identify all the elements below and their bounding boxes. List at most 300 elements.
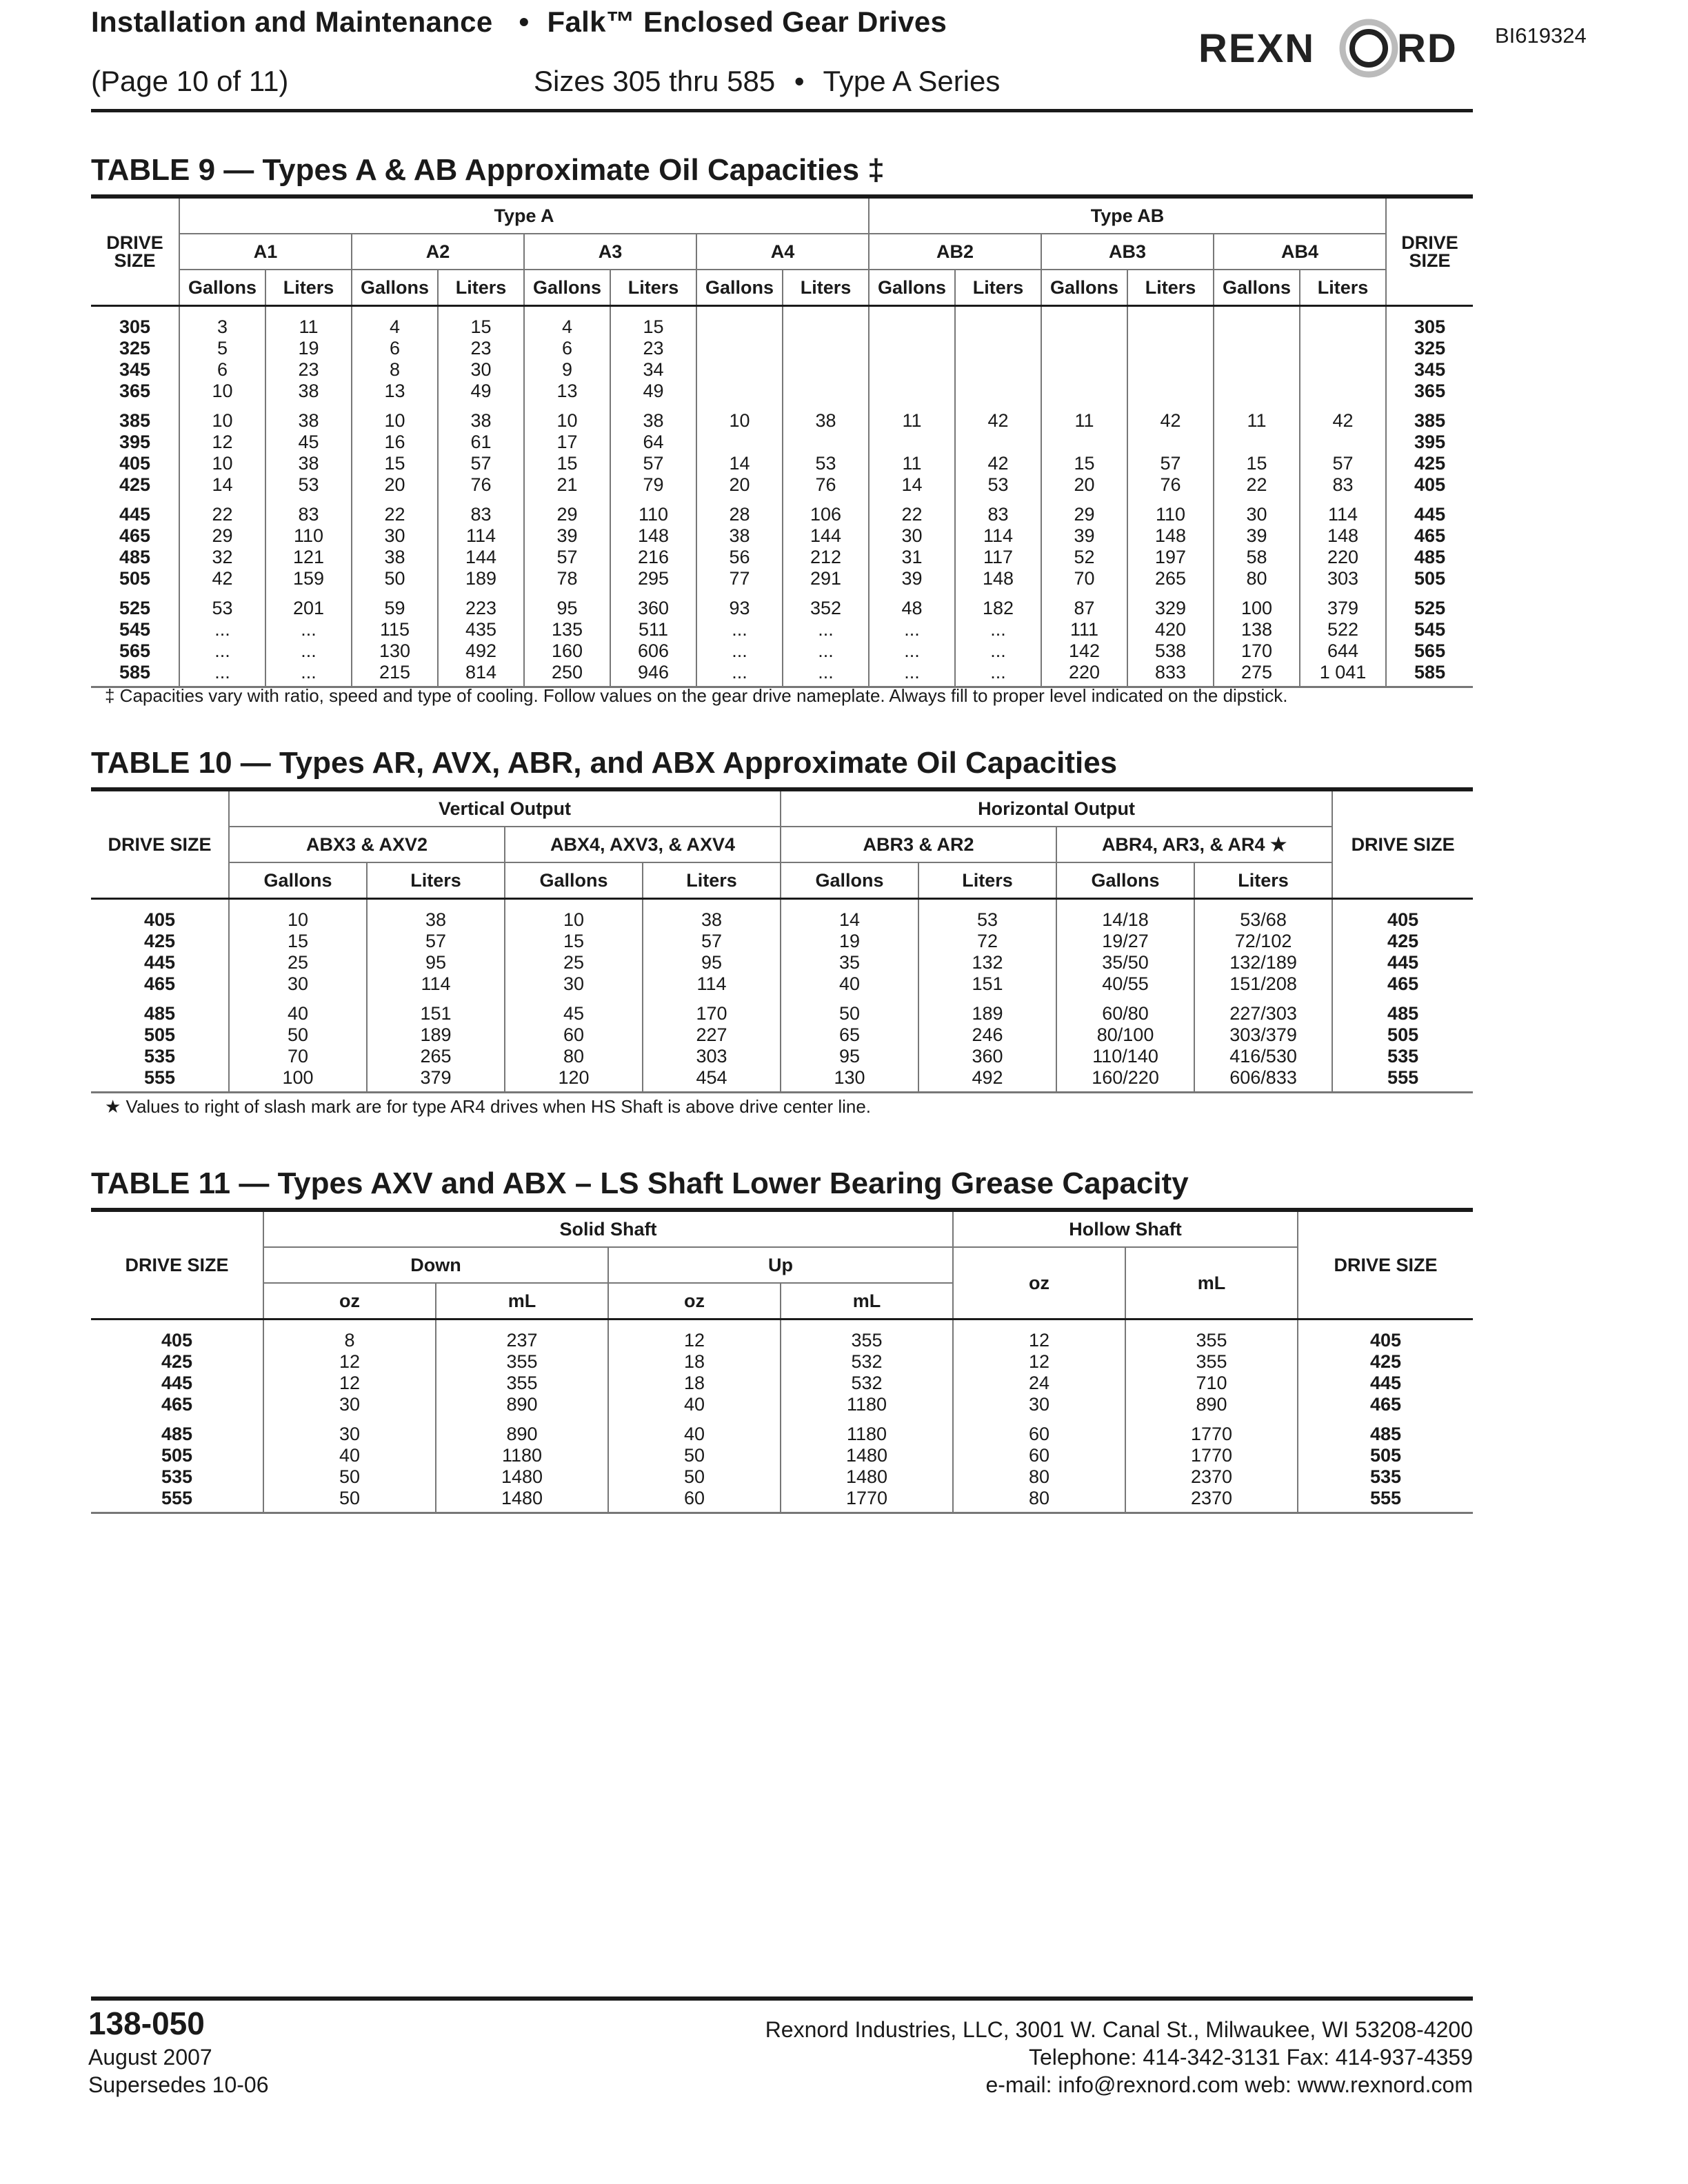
table9-value-cell: ... [696,619,783,640]
table9-value-cell: ... [783,662,869,687]
table9-value-cell: 148 [1300,525,1386,547]
table9-value-cell [696,306,783,338]
table9-drive-size-cell: 565 [1386,640,1473,662]
table9-value-cell: ... [869,662,955,687]
table9-row [91,453,1473,474]
table11-value-cell: 18 [608,1351,781,1373]
table9-col-ab4: AB4 [1214,234,1386,270]
table10-vertical-header: Vertical Output [229,789,781,827]
table10-value-cell: 151 [367,995,505,1024]
table9-drive-size-cell: 585 [91,662,179,687]
table11-down-header: Down [263,1247,608,1283]
table9-value-cell: 42 [179,568,265,589]
table9-value-cell: 39 [524,525,610,547]
table10-value-cell: 114 [367,973,505,995]
table11-row [91,1415,1473,1445]
table9-row [91,338,1473,359]
table9-value-cell: ... [265,619,352,640]
table9-value-cell [783,338,869,359]
table10-value-cell: 35 [781,952,918,973]
table11-drive-size-header: DRIVE SIZE [91,1210,263,1320]
table11-drive-size-cell: 445 [161,1373,193,1393]
table9-value-cell: 93 [696,589,783,619]
table9-drive-size-header-right: DRIVE SIZE [1386,196,1473,306]
table9-col-a1: A1 [179,234,352,270]
table11-value-cell: 12 [953,1351,1125,1373]
table10-drive-size-cell: 465 [143,973,176,994]
table9-value-cell: 76 [438,474,524,496]
table9-row [91,619,1473,640]
table10-drive-size-cell: 465 [1332,973,1473,995]
table9-drive-size-cell: 525 [119,598,151,618]
table9-value-cell: ... [955,640,1041,662]
table9-value-cell: 20 [696,474,783,496]
table11-value-cell: 890 [436,1415,608,1445]
table11-drive-size-cell: 485 [161,1424,193,1444]
table10-value-cell: 40 [229,995,367,1024]
table11-row [91,1320,1473,1352]
table9-value-cell [1127,432,1214,453]
table11-value-cell: 1770 [781,1488,953,1513]
table10-value-cell: 132/189 [1194,952,1332,973]
table9-value-cell: 606 [610,640,696,662]
table10-value-cell: 80 [505,1046,643,1067]
table9-value-cell: 511 [610,619,696,640]
table9-value-cell: 30 [352,525,438,547]
table10-value-cell: 95 [643,952,781,973]
table9-value-cell: 57 [1127,453,1214,474]
table9-value-cell: 117 [955,547,1041,568]
table10-value-cell: 170 [643,995,781,1024]
table9-drive-size-cell: 505 [1386,568,1473,589]
table9-value-cell: 11 [869,402,955,432]
table9-value-cell: 212 [783,547,869,568]
table9-value-cell: ... [955,619,1041,640]
table11-value-cell: 355 [1125,1351,1298,1373]
table10-value-cell: 50 [229,1024,367,1046]
table9-value-cell: 295 [610,568,696,589]
table10-value-cell: 80/100 [1056,1024,1194,1046]
table9-value-cell: 121 [265,547,352,568]
table11-value-cell: 30 [263,1394,436,1415]
table9-drive-size-cell: 305 [119,316,151,337]
table9-value-cell: 8 [352,359,438,381]
table10-drive-size-cell: 425 [1332,931,1473,952]
table9-value-cell: 57 [438,453,524,474]
table11-value-cell: 1480 [781,1445,953,1466]
table10-value-cell: 53/68 [1194,899,1332,931]
table9-value-cell: 15 [610,306,696,338]
table9-value-cell: 522 [1300,619,1386,640]
table10-col-1: ABX4, AXV3, & AXV4 [505,827,781,862]
table11-value-cell: 30 [263,1415,436,1445]
table9-value-cell [783,432,869,453]
table11-row [91,1351,1473,1373]
table9-value-cell: 106 [783,496,869,525]
table9-type-ab-header: Type AB [869,196,1386,234]
table9-value-cell: 189 [438,568,524,589]
table11-value-cell: 1770 [1125,1415,1298,1445]
table9-value-cell: 11 [1041,402,1127,432]
table11-value-cell: 80 [953,1488,1125,1513]
table9-value-cell: ... [696,662,783,687]
table9-gallons-header: Gallons [869,270,955,306]
table9-value-cell [869,359,955,381]
table9-value-cell [1041,306,1127,338]
table10-value-cell: 30 [505,973,643,995]
table10-value-cell: 100 [229,1067,367,1093]
svg-text:RD: RD [1397,26,1458,71]
table9-row [91,402,1473,432]
table9-value-cell [1041,432,1127,453]
table9-value-cell: 79 [610,474,696,496]
table10-value-cell: 14/18 [1056,899,1194,931]
table11-value-cell: 18 [608,1373,781,1394]
table9-value-cell: 22 [869,496,955,525]
table9-value-cell: 52 [1041,547,1127,568]
table10-drive-size-cell: 555 [1332,1067,1473,1093]
table9-value-cell [1300,359,1386,381]
table9-value-cell [1214,338,1300,359]
table9-value-cell [955,338,1041,359]
table9-value-cell: 220 [1300,547,1386,568]
table11-value-cell: 12 [608,1320,781,1352]
doc-number: 138-050 [88,2005,205,2041]
table9-value-cell: 49 [610,381,696,402]
table10-row [91,952,1473,973]
table11-row [91,1466,1473,1488]
table9-gallons-header: Gallons [1041,270,1127,306]
table11-value-cell: 1480 [436,1488,608,1513]
table10-drive-size-cell: 535 [143,1046,176,1066]
table9-value-cell: 159 [265,568,352,589]
table11-drive-size-cell: 505 [161,1445,193,1466]
table9-value-cell: 15 [524,453,610,474]
table9-value-cell: 14 [696,453,783,474]
table9-drive-size-cell: 395 [1386,432,1473,453]
table9-value-cell [955,359,1041,381]
table9-value-cell [783,359,869,381]
table11-value-cell: 60 [608,1488,781,1513]
table9-value-cell: 216 [610,547,696,568]
table10-gallons-header: Gallons [229,862,367,899]
sizes-bullet: • [794,65,805,97]
table10-value-cell: 25 [505,952,643,973]
table9-value-cell [1214,381,1300,402]
table9-drive-size-cell: 485 [119,547,151,567]
table9-value-cell: 201 [265,589,352,619]
table10-value-cell: 492 [918,1067,1056,1093]
table9-value-cell: 38 [696,525,783,547]
table9-drive-size-cell: 305 [1386,306,1473,338]
table11-value-cell: 50 [608,1445,781,1466]
header-rule [91,109,1473,112]
table9-value-cell: 95 [524,589,610,619]
table10-value-cell: 110/140 [1056,1046,1194,1067]
table9-gallons-header: Gallons [1214,270,1300,306]
table9-value-cell: 34 [610,359,696,381]
table10-value-cell: 70 [229,1046,367,1067]
table10-title: TABLE 10 — Types AR, AVX, ABR, and ABX Approximate Oil Capacities [91,746,1118,780]
table9-drive-size-cell: 345 [1386,359,1473,381]
table11-value-cell: 30 [953,1394,1125,1415]
table10-value-cell: 95 [781,1046,918,1067]
table11-value-cell: 60 [953,1445,1125,1466]
table9-value-cell: 12 [179,432,265,453]
table9-value-cell: 6 [179,359,265,381]
table9-value-cell: 30 [438,359,524,381]
table9-value-cell [1041,338,1127,359]
company-phone: Telephone: 414-342-3131 Fax: 414-937-4359 [1028,2045,1473,2070]
table11-value-cell: 2370 [1125,1488,1298,1513]
table9-row [91,496,1473,525]
table10-value-cell: 65 [781,1024,918,1046]
table9-title: TABLE 9 — Types A & AB Approximate Oil Capacities ‡ [91,153,885,187]
table9-row [91,525,1473,547]
table9-value-cell: 83 [265,496,352,525]
table9-value-cell: 379 [1300,589,1386,619]
table9-value-cell: 644 [1300,640,1386,662]
table9-value-cell: 16 [352,432,438,453]
table9-row [91,359,1473,381]
table10-liters-header: Liters [367,862,505,899]
table10-drive-size-header-right: DRIVE SIZE [1332,789,1473,899]
table9-value-cell: 17 [524,432,610,453]
table10-gallons-header: Gallons [781,862,918,899]
table9-value-cell: 114 [955,525,1041,547]
table9-value-cell: 57 [524,547,610,568]
table9-value-cell: ... [265,662,352,687]
table11-value-cell: 2370 [1125,1466,1298,1488]
table10-value-cell: 303 [643,1046,781,1067]
sizes-label [534,65,1000,98]
table11-value-cell: 50 [263,1488,436,1513]
table9-row [91,640,1473,662]
table10-value-cell: 227/303 [1194,995,1332,1024]
table9-value-cell: 83 [955,496,1041,525]
table9-col-a2: A2 [352,234,524,270]
table10-value-cell: 95 [367,952,505,973]
table10-liters-header: Liters [1194,862,1332,899]
table9-value-cell: 142 [1041,640,1127,662]
table10-gallons-header: Gallons [505,862,643,899]
table10-value-cell: 606/833 [1194,1067,1332,1093]
table9-value-cell: 19 [265,338,352,359]
table9-value-cell: 223 [438,589,524,619]
table11-row [91,1394,1473,1415]
table10-row [91,899,1473,931]
table9-value-cell: 14 [869,474,955,496]
table9-gallons-header: Gallons [179,270,265,306]
table9-value-cell [1127,381,1214,402]
table10-value-cell: 189 [367,1024,505,1046]
table10-row [91,1067,1473,1093]
table9-value-cell: 197 [1127,547,1214,568]
table9-value-cell: 13 [352,381,438,402]
table10-drive-size-cell: 405 [143,909,176,930]
table9-value-cell: 38 [783,402,869,432]
table9-value-cell: 42 [955,453,1041,474]
table9-value-cell: 22 [352,496,438,525]
table9-value-cell: 220 [1041,662,1127,687]
table9-value-cell: 77 [696,568,783,589]
table9-value-cell: 303 [1300,568,1386,589]
table9 [91,194,1473,688]
table9-value-cell: 42 [1127,402,1214,432]
table10-row [91,973,1473,995]
svg-text:REXN: REXN [1198,26,1316,71]
table9-value-cell: 11 [265,306,352,338]
table10-drive-size-cell: 425 [143,931,176,951]
table9-value-cell: 78 [524,568,610,589]
table11-drive-size-cell: 425 [1298,1351,1473,1373]
table9-value-cell: ... [265,640,352,662]
table9-gallons-header: Gallons [352,270,438,306]
table11-hollow-ml-header: mL [1125,1247,1298,1320]
table10-drive-size-cell: 485 [143,1003,176,1024]
table11-value-cell: 1480 [781,1466,953,1488]
table9-value-cell [955,381,1041,402]
table10-value-cell: 19 [781,931,918,952]
table9-value-cell: 148 [955,568,1041,589]
table9-value-cell: 10 [696,402,783,432]
table9-drive-size-cell: 385 [119,410,151,431]
table9-value-cell: 833 [1127,662,1214,687]
table10-value-cell: 303/379 [1194,1024,1332,1046]
table10-drive-size-cell: 445 [143,952,176,973]
table9-value-cell [869,381,955,402]
table10-value-cell: 40/55 [1056,973,1194,995]
table9-value-cell [696,432,783,453]
table9-value-cell: ... [696,640,783,662]
table11-value-cell: 890 [436,1394,608,1415]
doc-id: BI619324 [1495,23,1587,48]
table10-value-cell: 114 [643,973,781,995]
table9-value-cell: 814 [438,662,524,687]
table9-value-cell: 83 [1300,474,1386,496]
table9-value-cell: 6 [352,338,438,359]
table9-liters-header: Liters [1300,270,1386,306]
table10-row [91,1024,1473,1046]
table9-value-cell: 53 [955,474,1041,496]
table11-up-header: Up [608,1247,953,1283]
table9-drive-size-cell: 565 [119,640,151,661]
table10-drive-size-cell: 405 [1332,899,1473,931]
table9-drive-size-cell: 545 [1386,619,1473,640]
table9-value-cell: 10 [179,453,265,474]
table11-value-cell: 1180 [781,1394,953,1415]
table9-value-cell: 30 [869,525,955,547]
table9-liters-header: Liters [610,270,696,306]
table9-drive-size-cell: 545 [119,619,151,640]
company-address: Rexnord Industries, LLC, 3001 W. Canal St., Milwaukee, WI 53208-4200 [765,2017,1473,2042]
table9-value-cell: 39 [869,568,955,589]
table10-value-cell: 15 [505,931,643,952]
table9-value-cell: 15 [438,306,524,338]
table9-value-cell: 20 [352,474,438,496]
table9-drive-size-cell: 405 [1386,474,1473,496]
table9-value-cell: 64 [610,432,696,453]
table11-value-cell: 355 [1125,1320,1298,1352]
table9-value-cell: 148 [610,525,696,547]
table11-drive-size-cell: 465 [1298,1394,1473,1415]
table9-value-cell: 135 [524,619,610,640]
table10-value-cell: 132 [918,952,1056,973]
doc-supersedes: Supersedes 10-06 [88,2072,269,2097]
table9-value-cell: ... [179,619,265,640]
table11-value-cell: 12 [263,1373,436,1394]
table9-value-cell: 114 [1300,496,1386,525]
table9-drive-size-cell: 365 [1386,381,1473,402]
table10-value-cell: 246 [918,1024,1056,1046]
table9-col-ab3: AB3 [1041,234,1214,270]
table9-gallons-header: Gallons [524,270,610,306]
page-label: (Page 10 of 11) [91,65,289,97]
table9-value-cell: 53 [179,589,265,619]
table9-value-cell: 30 [1214,496,1300,525]
table9-value-cell [869,306,955,338]
table9-drive-size-cell: 405 [119,453,151,474]
table9-value-cell: 48 [869,589,955,619]
table9-value-cell: 57 [1300,453,1386,474]
table9-value-cell [1300,432,1386,453]
table11-solid-header: Solid Shaft [263,1210,953,1247]
series-text: Type A Series [823,65,1001,97]
table10-liters-header: Liters [643,862,781,899]
table9-value-cell [783,381,869,402]
table9-value-cell: 38 [610,402,696,432]
table9-value-cell: 100 [1214,589,1300,619]
table10-value-cell: 38 [643,899,781,931]
table9-value-cell [1127,306,1214,338]
table9-liters-header: Liters [955,270,1041,306]
company-web: e-mail: info@rexnord.com web: www.rexnord.com [985,2072,1473,2097]
table11-up-ml-header: mL [781,1283,953,1320]
table10-value-cell: 10 [505,899,643,931]
table10-value-cell: 130 [781,1067,918,1093]
table9-value-cell: 352 [783,589,869,619]
table9-value-cell [1214,432,1300,453]
table9-drive-size-cell: 485 [1386,547,1473,568]
table9-value-cell: 291 [783,568,869,589]
table11-value-cell: 237 [436,1320,608,1352]
table10-row [91,995,1473,1024]
table9-value-cell [1214,306,1300,338]
table9-value-cell [1127,338,1214,359]
table11-drive-size-cell: 555 [91,1488,263,1513]
table9-value-cell: 492 [438,640,524,662]
table10-footnote: ★ Values to right of slash mark are for type AR4 drives when HS Shaft is above drive center line. [105,1096,872,1117]
table11-value-cell: 710 [1125,1373,1298,1394]
table9-drive-size-cell: 505 [119,568,151,589]
table10-liters-header: Liters [918,862,1056,899]
table10-value-cell: 45 [505,995,643,1024]
table9-col-ab2: AB2 [869,234,1041,270]
table9-value-cell: 38 [265,453,352,474]
table10-gallons-header: Gallons [1056,862,1194,899]
table11-value-cell: 890 [1125,1394,1298,1415]
table9-value-cell: ... [869,619,955,640]
table9-row [91,568,1473,589]
table10-value-cell: 151 [918,973,1056,995]
table9-value-cell: 15 [1214,453,1300,474]
table9-drive-size-cell: 445 [1386,496,1473,525]
table10-value-cell: 151/208 [1194,973,1332,995]
table9-value-cell [955,432,1041,453]
table11-value-cell: 60 [953,1415,1125,1445]
table11-drive-size-header-right: DRIVE SIZE [1298,1210,1473,1320]
table11-value-cell: 40 [263,1445,436,1466]
